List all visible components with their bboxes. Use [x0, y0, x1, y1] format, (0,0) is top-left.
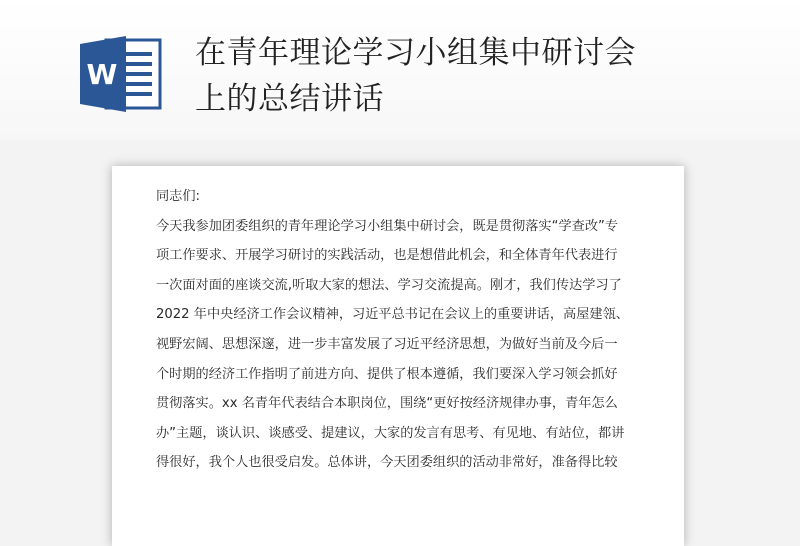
document-body [156, 182, 650, 478]
word-icon-letter: W [86, 58, 118, 91]
body-line: 得很好，我个人也很受启发。总体讲，今天团委组织的活动非常好，准备得比较 [156, 455, 618, 471]
document-page [112, 166, 684, 546]
body-line: 一次面对面的座谈交流,听取大家的想法、学习交流提高。刚才，我们传达学习了 [156, 277, 622, 293]
body-line: 2022 年中央经济工作会议精神，习近平总书记在会议上的重要讲话，高屋建瓴、 [156, 307, 629, 323]
title-line-1: 在青年理论学习小组集中研讨会 [195, 35, 636, 71]
document-title [195, 30, 755, 122]
body-line: 贯彻落实。xx 名青年代表结合本职岗位，围绕“更好按经济规律办事，青年怎么 [156, 396, 618, 412]
body-line: 办”主题，谈认识、谈感受、提建议，大家的发言有思考、有见地、有站位，都讲 [156, 425, 625, 441]
word-document-icon [78, 34, 164, 114]
header-banner [0, 0, 800, 140]
body-line: 个时期的经济工作指明了前进方向、提供了根本遵循，我们要深入学习领会抓好 [156, 366, 618, 382]
body-line: 视野宏阔、思想深邃，进一步丰富发展了习近平经济思想，为做好当前及今后一 [156, 336, 618, 352]
body-line: 项工作要求、开展学习研讨的实践活动，也是想借此机会，和全体青年代表进行 [156, 248, 618, 264]
title-line-2: 上的总结讲话 [195, 81, 384, 117]
body-line: 今天我参加团委组织的青年理论学习小组集中研讨会，既是贯彻落实“学查改”专 [156, 218, 619, 234]
greeting: 同志们: [156, 189, 201, 204]
